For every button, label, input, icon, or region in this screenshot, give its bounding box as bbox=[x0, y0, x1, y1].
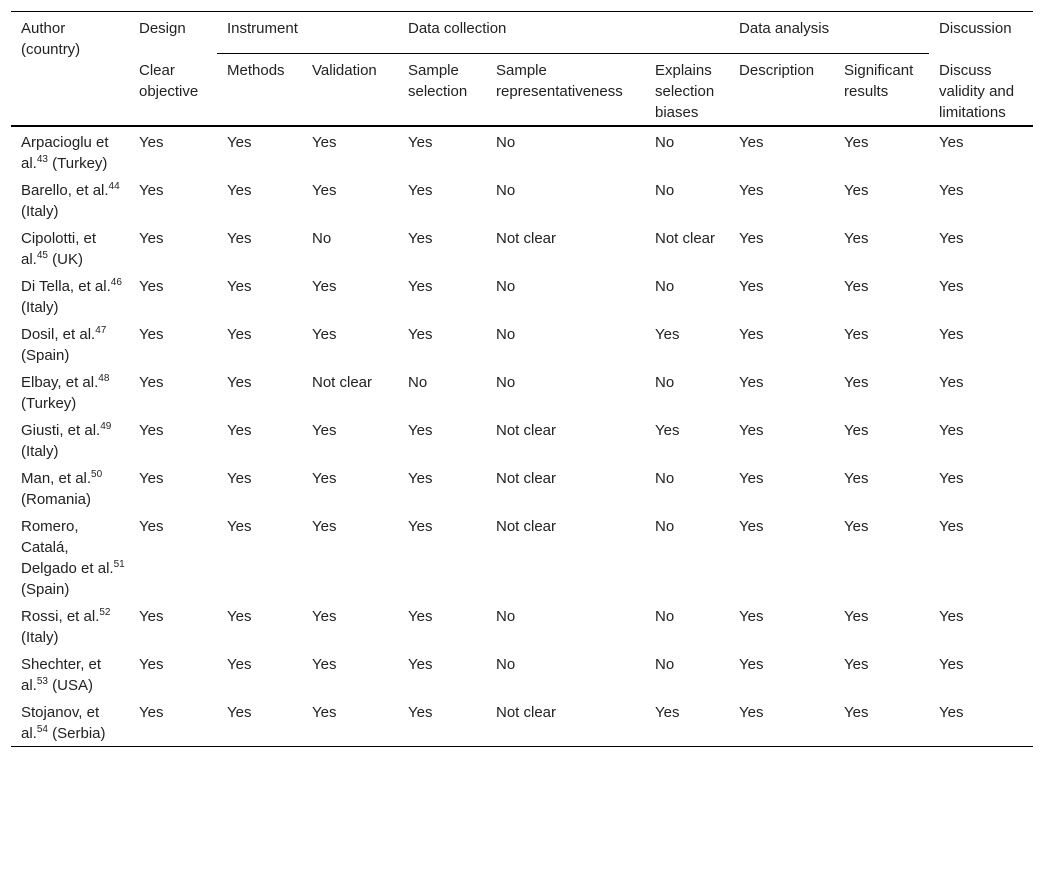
cell-discuss-validity: Yes bbox=[939, 326, 964, 343]
cell-discuss-validity: Yes bbox=[939, 518, 964, 535]
cell-methods: Yes bbox=[217, 697, 302, 747]
quality-assessment-table bbox=[11, 11, 1033, 747]
cell-explains-selection-biases: Yes bbox=[645, 697, 729, 747]
cell-significant-results: Yes bbox=[844, 182, 869, 199]
subheader-significant-results: Significant results bbox=[834, 54, 929, 127]
author-cell bbox=[11, 367, 129, 415]
cell-discuss-validity: Yes bbox=[939, 278, 964, 295]
reference-number: 49 bbox=[100, 421, 112, 432]
cell-description: Yes bbox=[729, 697, 834, 747]
table-row bbox=[11, 511, 1033, 601]
author-name: Cipolotti, et al. bbox=[21, 230, 97, 268]
cell-methods: Yes bbox=[227, 230, 252, 247]
cell-sample-representativeness: No bbox=[496, 134, 516, 151]
cell-significant-results: Yes bbox=[844, 326, 869, 343]
cell-description: Yes bbox=[739, 608, 764, 625]
cell-explains-selection-biases: No bbox=[655, 278, 675, 295]
cell-clear-objective: Yes bbox=[139, 422, 164, 439]
header-group-row bbox=[11, 12, 1033, 54]
reference-number: 51 bbox=[113, 559, 125, 570]
subheader-clear-objective: Clear objective bbox=[129, 54, 217, 127]
cell-clear-objective: Yes bbox=[139, 608, 164, 625]
author-name: Elbay, et al. bbox=[21, 374, 99, 391]
cell-sample-representativeness: No bbox=[496, 326, 516, 343]
cell-significant-results: Yes bbox=[844, 374, 869, 391]
cell-significant-results: Yes bbox=[844, 470, 869, 487]
cell-sample-selection: Yes bbox=[408, 182, 433, 199]
cell-significant-results: Yes bbox=[844, 278, 869, 295]
author-country: (Italy) bbox=[21, 443, 59, 460]
author-country: (Turkey) bbox=[47, 155, 108, 172]
cell-validation: Yes bbox=[312, 134, 337, 151]
cell-methods: Yes bbox=[227, 182, 252, 199]
author-cell bbox=[11, 463, 129, 511]
cell-clear-objective: Yes bbox=[139, 470, 164, 487]
author-cell bbox=[11, 511, 129, 601]
author-cell bbox=[11, 697, 129, 747]
author-country: (Italy) bbox=[21, 629, 59, 646]
reference-number: 46 bbox=[110, 277, 122, 288]
cell-methods: Yes bbox=[227, 518, 252, 535]
author-name: Romero, Catalá, Delgado et al. bbox=[21, 518, 114, 577]
cell-discuss-validity: Yes bbox=[939, 608, 964, 625]
table-header bbox=[11, 12, 1033, 127]
reference-number: 52 bbox=[99, 607, 111, 618]
author-country: (Spain) bbox=[21, 347, 70, 364]
author-cell bbox=[11, 601, 129, 649]
cell-sample-representativeness: No bbox=[496, 374, 516, 391]
cell-discuss-validity: Yes bbox=[939, 182, 964, 199]
header-design: Design bbox=[129, 12, 217, 54]
cell-explains-selection-biases: Not clear bbox=[655, 230, 716, 247]
cell-clear-objective: Yes bbox=[139, 182, 164, 199]
cell-clear-objective: Yes bbox=[139, 326, 164, 343]
cell-sample-selection: Yes bbox=[398, 697, 486, 747]
cell-description: Yes bbox=[739, 278, 764, 295]
reference-number: 54 bbox=[36, 724, 48, 735]
cell-validation: Yes bbox=[312, 182, 337, 199]
cell-description: Yes bbox=[739, 230, 764, 247]
cell-sample-selection: Yes bbox=[408, 422, 433, 439]
table-row bbox=[11, 223, 1033, 271]
cell-clear-objective: Yes bbox=[139, 230, 164, 247]
cell-significant-results: Yes bbox=[834, 697, 929, 747]
author-country: (Italy) bbox=[21, 299, 59, 316]
cell-methods: Yes bbox=[227, 278, 252, 295]
cell-sample-selection: Yes bbox=[408, 326, 433, 343]
author-cell bbox=[11, 175, 129, 223]
reference-number: 53 bbox=[36, 676, 48, 687]
author-cell bbox=[11, 126, 129, 175]
table-row bbox=[11, 175, 1033, 223]
author-country: (USA) bbox=[47, 677, 93, 694]
cell-validation: Yes bbox=[312, 470, 337, 487]
table-row bbox=[11, 697, 1033, 747]
cell-sample-representativeness: Not clear bbox=[486, 697, 645, 747]
cell-methods: Yes bbox=[227, 608, 252, 625]
header-data-analysis: Data analysis bbox=[729, 12, 929, 54]
author-name: Rossi, et al. bbox=[21, 608, 100, 625]
author-name: Shechter, et al. bbox=[21, 656, 102, 694]
cell-validation: No bbox=[312, 230, 332, 247]
cell-discuss-validity: Yes bbox=[939, 134, 964, 151]
cell-validation: Yes bbox=[312, 518, 337, 535]
cell-description: Yes bbox=[739, 470, 764, 487]
cell-significant-results: Yes bbox=[844, 230, 869, 247]
author-country: (Romania) bbox=[21, 491, 92, 508]
quality-assessment-table-container bbox=[11, 11, 1033, 747]
cell-validation: Yes bbox=[312, 422, 337, 439]
cell-explains-selection-biases: Yes bbox=[655, 326, 680, 343]
table-row bbox=[11, 319, 1033, 367]
table-row bbox=[11, 601, 1033, 649]
cell-explains-selection-biases: Yes bbox=[655, 422, 680, 439]
cell-sample-selection: Yes bbox=[408, 278, 433, 295]
reference-number: 44 bbox=[108, 181, 120, 192]
cell-sample-representativeness: Not clear bbox=[496, 230, 557, 247]
cell-description: Yes bbox=[739, 182, 764, 199]
cell-methods: Yes bbox=[227, 326, 252, 343]
table-body bbox=[11, 126, 1033, 747]
cell-significant-results: Yes bbox=[844, 422, 869, 439]
cell-validation: Yes bbox=[312, 656, 337, 673]
cell-explains-selection-biases: No bbox=[655, 518, 675, 535]
header-sub-row bbox=[11, 54, 1033, 127]
cell-sample-representativeness: No bbox=[496, 656, 516, 673]
cell-explains-selection-biases: No bbox=[655, 608, 675, 625]
author-cell bbox=[11, 415, 129, 463]
author-country: (Spain) bbox=[21, 581, 70, 598]
cell-methods: Yes bbox=[227, 470, 252, 487]
cell-discuss-validity: Yes bbox=[939, 656, 964, 673]
cell-validation: Yes bbox=[312, 326, 337, 343]
cell-validation: Yes bbox=[302, 697, 398, 747]
subheader-discuss-validity: Discuss validity and limitations bbox=[929, 54, 1033, 127]
cell-methods: Yes bbox=[227, 656, 252, 673]
header-discussion: Discussion bbox=[929, 12, 1033, 54]
cell-discuss-validity: Yes bbox=[939, 374, 964, 391]
cell-validation: Yes bbox=[312, 278, 337, 295]
table-row bbox=[11, 415, 1033, 463]
cell-description: Yes bbox=[739, 422, 764, 439]
cell-description: Yes bbox=[739, 134, 764, 151]
subheader-explains-selection-biases: Explains selection biases bbox=[645, 54, 729, 127]
cell-explains-selection-biases: No bbox=[655, 470, 675, 487]
reference-number: 48 bbox=[98, 373, 110, 384]
author-country: (Serbia) bbox=[47, 725, 106, 742]
subheader-sample-selection: Sample selection bbox=[398, 54, 486, 127]
cell-discuss-validity: Yes bbox=[929, 697, 1033, 747]
reference-number: 43 bbox=[36, 154, 48, 165]
cell-sample-representativeness: No bbox=[496, 608, 516, 625]
cell-validation: Yes bbox=[312, 608, 337, 625]
cell-discuss-validity: Yes bbox=[939, 470, 964, 487]
author-name: Stojanov, et al. bbox=[21, 704, 100, 742]
cell-clear-objective: Yes bbox=[139, 278, 164, 295]
cell-clear-objective: Yes bbox=[129, 697, 217, 747]
author-name: Barello, et al. bbox=[21, 182, 109, 199]
cell-clear-objective: Yes bbox=[139, 374, 164, 391]
author-country: (Turkey) bbox=[21, 395, 77, 412]
cell-significant-results: Yes bbox=[844, 518, 869, 535]
subheader-methods: Methods bbox=[217, 54, 302, 127]
author-cell bbox=[11, 649, 129, 697]
cell-sample-selection: Yes bbox=[408, 470, 433, 487]
cell-clear-objective: Yes bbox=[139, 656, 164, 673]
cell-methods: Yes bbox=[227, 134, 252, 151]
author-cell bbox=[11, 319, 129, 367]
cell-explains-selection-biases: No bbox=[655, 656, 675, 673]
cell-explains-selection-biases: No bbox=[655, 374, 675, 391]
cell-sample-selection: Yes bbox=[408, 230, 433, 247]
reference-number: 50 bbox=[91, 469, 103, 480]
cell-significant-results: Yes bbox=[844, 608, 869, 625]
author-country: (UK) bbox=[47, 251, 83, 268]
header-data-collection: Data collection bbox=[398, 12, 729, 54]
author-name: Man, et al. bbox=[21, 470, 92, 487]
table-row bbox=[11, 463, 1033, 511]
cell-clear-objective: Yes bbox=[139, 134, 164, 151]
cell-significant-results: Yes bbox=[844, 134, 869, 151]
author-country: (Italy) bbox=[21, 203, 59, 220]
cell-methods: Yes bbox=[227, 422, 252, 439]
cell-sample-selection: Yes bbox=[408, 518, 433, 535]
cell-sample-representativeness: Not clear bbox=[496, 422, 557, 439]
author-cell bbox=[11, 223, 129, 271]
cell-description: Yes bbox=[739, 374, 764, 391]
subheader-description: Description bbox=[729, 54, 834, 127]
author-name: Giusti, et al. bbox=[21, 422, 101, 439]
author-name: Dosil, et al. bbox=[21, 326, 96, 343]
cell-explains-selection-biases: No bbox=[655, 182, 675, 199]
cell-sample-representativeness: No bbox=[496, 182, 516, 199]
cell-clear-objective: Yes bbox=[139, 518, 164, 535]
cell-sample-selection: No bbox=[408, 374, 428, 391]
table-row bbox=[11, 126, 1033, 175]
cell-sample-representativeness: Not clear bbox=[496, 470, 557, 487]
cell-sample-representativeness: Not clear bbox=[496, 518, 557, 535]
subheader-validation: Validation bbox=[302, 54, 398, 127]
cell-sample-selection: Yes bbox=[408, 608, 433, 625]
cell-validation: Not clear bbox=[312, 374, 373, 391]
cell-description: Yes bbox=[739, 656, 764, 673]
author-name: Di Tella, et al. bbox=[21, 278, 111, 295]
subheader-sample-representativeness: Sample representativeness bbox=[486, 54, 645, 127]
reference-number: 45 bbox=[36, 250, 48, 261]
table-row bbox=[11, 271, 1033, 319]
author-cell bbox=[11, 271, 129, 319]
cell-sample-representativeness: No bbox=[496, 278, 516, 295]
cell-explains-selection-biases: No bbox=[655, 134, 675, 151]
cell-discuss-validity: Yes bbox=[939, 230, 964, 247]
header-author-country: Author (country) bbox=[11, 12, 129, 127]
cell-methods: Yes bbox=[227, 374, 252, 391]
table-row bbox=[11, 367, 1033, 415]
cell-description: Yes bbox=[739, 326, 764, 343]
reference-number: 47 bbox=[95, 325, 107, 336]
table-row bbox=[11, 649, 1033, 697]
cell-significant-results: Yes bbox=[844, 656, 869, 673]
cell-sample-selection: Yes bbox=[408, 656, 433, 673]
header-instrument: Instrument bbox=[217, 12, 398, 54]
cell-discuss-validity: Yes bbox=[939, 422, 964, 439]
cell-description: Yes bbox=[739, 518, 764, 535]
author-name: Arpacioglu et al. bbox=[21, 134, 109, 172]
cell-sample-selection: Yes bbox=[408, 134, 433, 151]
